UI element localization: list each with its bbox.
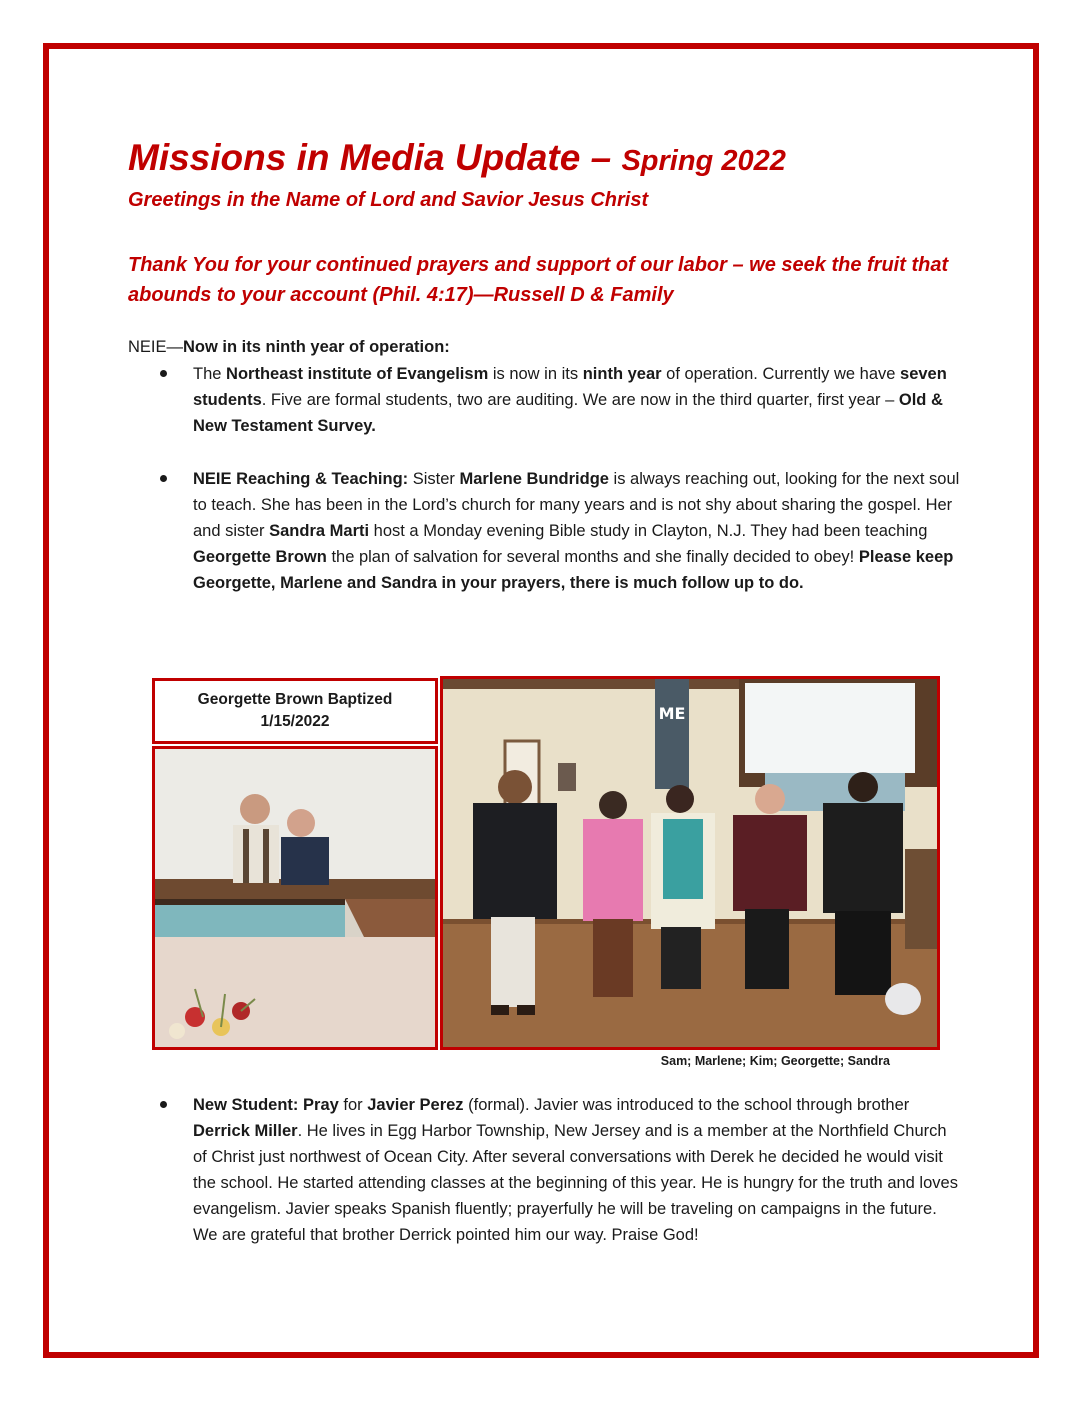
banner-text: ME [658,704,686,723]
bullet-neie-status [160,361,960,439]
bold-run: Northeast institute of Evangelism [226,365,489,383]
text-run: Sister [408,470,460,488]
text-run: the plan of salvation for several months and she finally decided to obey! [326,548,859,566]
greeting-line: Greetings in the Name of Lord and Savior Jesus Christ [128,189,649,211]
bold-run: ninth year [582,365,662,383]
section-heading [128,336,450,358]
bullet-text [193,361,960,439]
section-prefix: NEIE— [128,338,184,356]
group-photo-caption: Sam; Marlene; Kim; Georgette; Sandra [660,1054,890,1068]
text-run: of operation. Currently we have [661,365,901,383]
baptism-caption-name: Georgette Brown Baptized [197,691,393,708]
bold-run: New Student: [193,1096,299,1114]
bold-run: Derrick Miller [193,1122,298,1140]
title-text: Missions in Media Update – [128,137,612,178]
baptism-caption-date: 1/15/2022 [260,713,330,730]
text-run: . He lives in Egg Harbor Township, New Jersey and is a member at the Northfield Church of Christ just northwest of Ocean City. After several conversations with Derek he decided he would visit the school. He started attending classes at the beginning of this year. He is hungry for the truth and loves evangelism. Javier speaks Spanish fluently; prayerfully he will be traveling on campaigns in the future. We are grateful that brother Derrick pointed him our way. Praise God! [193,1122,958,1244]
bold-run: Sandra Marti [269,522,370,540]
thanks-message: Thank You for your continued prayers and support of our labor – we seek the fruit that abounds to your account (Phil. 4:17)—Russell D & Family [128,254,949,306]
bold-run: Georgette Brown [193,548,327,566]
group-photo [440,676,940,1050]
bullet-icon [160,475,167,482]
text-run: is always reaching out, looking for the next soul to teach. She has been in the Lord’s church for many years and is not shy about sharing the gospel. Her and sister [193,470,960,540]
text-run: . Five are formal students, two are auditing. We are now in the third quarter, first year – [261,391,899,409]
baptism-caption-box [152,678,438,744]
bold-run: Javier Perez [367,1096,464,1114]
bullet-text [193,466,960,596]
text-run: The [193,365,227,383]
bold-run: Please keep Georgette, Marlene and Sandra in your prayers, there is much follow up to do. [193,548,954,592]
text-run: is now in its [488,365,583,383]
bullet-icon [160,370,167,377]
bullet-reaching-teaching [160,466,960,596]
text-run: (formal). Javier was introduced to the school through brother [463,1096,910,1114]
bold-run: Old & New Testament Survey. [193,391,943,435]
title-season: Spring 2022 [621,145,786,177]
baptism-photo [152,746,438,1050]
bold-run: Marlene Bundridge [459,470,609,488]
section-heading-text: Now in its ninth year of operation: [183,338,450,356]
bold-run: Pray [303,1096,339,1114]
bold-run: NEIE Reaching & Teaching: [193,470,409,488]
text-run: host a Monday evening Bible study in Clayton, N.J. They had been teaching [369,522,928,540]
bullet-text [193,1092,960,1248]
text-run: for [338,1096,368,1114]
bullet-icon [160,1101,167,1108]
bullet-new-student [160,1092,960,1248]
bold-run: seven students [193,365,947,409]
newsletter-title [128,136,786,183]
